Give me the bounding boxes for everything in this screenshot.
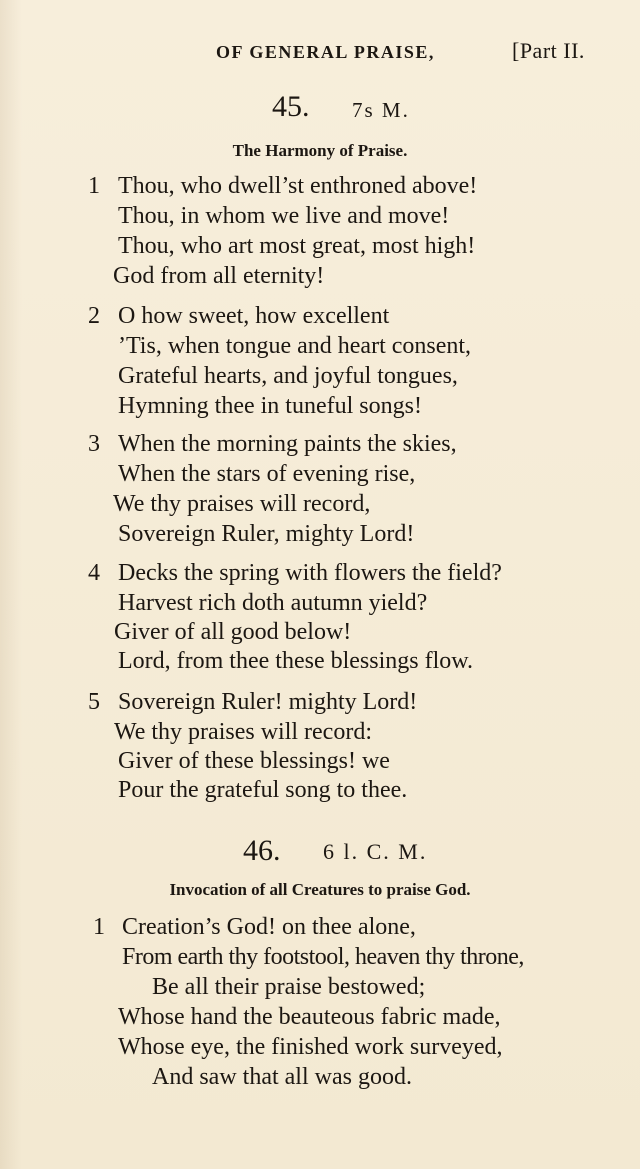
verse-line: Decks the spring with flowers the field? — [118, 560, 502, 586]
verse-line: Creation’s God! on thee alone, — [122, 914, 416, 940]
hymn-45-meter: 7s M. — [352, 98, 410, 122]
verse-line: Thou, in whom we live and move! — [118, 203, 450, 229]
verse-line: Thou, who art most great, most high! — [118, 233, 476, 259]
stanza-number: 1 — [88, 173, 100, 199]
hymn-45-subtitle: The Harmony of Praise. — [232, 141, 408, 160]
verse-line: Giver of these blessings! we — [118, 748, 390, 774]
running-head — [0, 38, 640, 74]
verse-line: Thou, who dwell’st enthroned above! — [118, 173, 478, 199]
hymn-46-subtitle: Invocation of all Creatures to praise God. — [169, 880, 471, 899]
hymn-46-number: 46. — [243, 834, 281, 867]
verse-line: Giver of all good below! — [114, 619, 352, 645]
verse-line: Lord, from thee these blessings flow. — [118, 648, 474, 674]
verse-line: Pour the grateful song to thee. — [118, 777, 408, 803]
verse-line: When the morning paints the skies, — [118, 431, 457, 457]
running-head-part: [Part II. — [512, 38, 585, 63]
stanza-number: 1 — [93, 914, 105, 940]
verse-line: We thy praises will record: — [114, 719, 372, 745]
verse-line: ’Tis, when tongue and heart consent, — [118, 333, 472, 359]
hymn-46-meter: 6 l. C. M. — [323, 839, 428, 864]
verse-line: Whose hand the beauteous fabric made, — [118, 1004, 501, 1030]
verse-line: Grateful hearts, and joyful tongues, — [118, 363, 458, 389]
stanza-number: 4 — [88, 560, 100, 586]
verse-line: Sovereign Ruler, mighty Lord! — [118, 521, 415, 547]
running-head-title: OF GENERAL PRAISE, — [216, 42, 435, 62]
hymn-45-heading — [0, 90, 640, 136]
stanza-number: 3 — [88, 431, 100, 457]
verse-line: Harvest rich doth autumn yield? — [118, 590, 428, 616]
verse-line: Be all their praise bestowed; — [152, 974, 426, 1000]
verse-line: From earth thy footstool, heaven thy throne, — [122, 944, 524, 970]
hymn-46-heading — [0, 834, 640, 880]
verse-line: Sovereign Ruler! mighty Lord! — [118, 689, 418, 715]
verse-line: O how sweet, how excellent — [118, 303, 390, 329]
verse-line: We thy praises will record, — [113, 491, 371, 517]
stanza-number: 5 — [88, 689, 100, 715]
verse-line: Whose eye, the finished work surveyed, — [118, 1034, 503, 1060]
stanza-number: 2 — [88, 303, 100, 329]
verse-line: God from all eternity! — [113, 263, 325, 289]
verse-line: Hymning thee in tuneful songs! — [118, 393, 422, 419]
verse-line: When the stars of evening rise, — [118, 461, 416, 487]
hymn-45-number: 45. — [272, 90, 310, 123]
verse-line: And saw that all was good. — [152, 1064, 412, 1090]
